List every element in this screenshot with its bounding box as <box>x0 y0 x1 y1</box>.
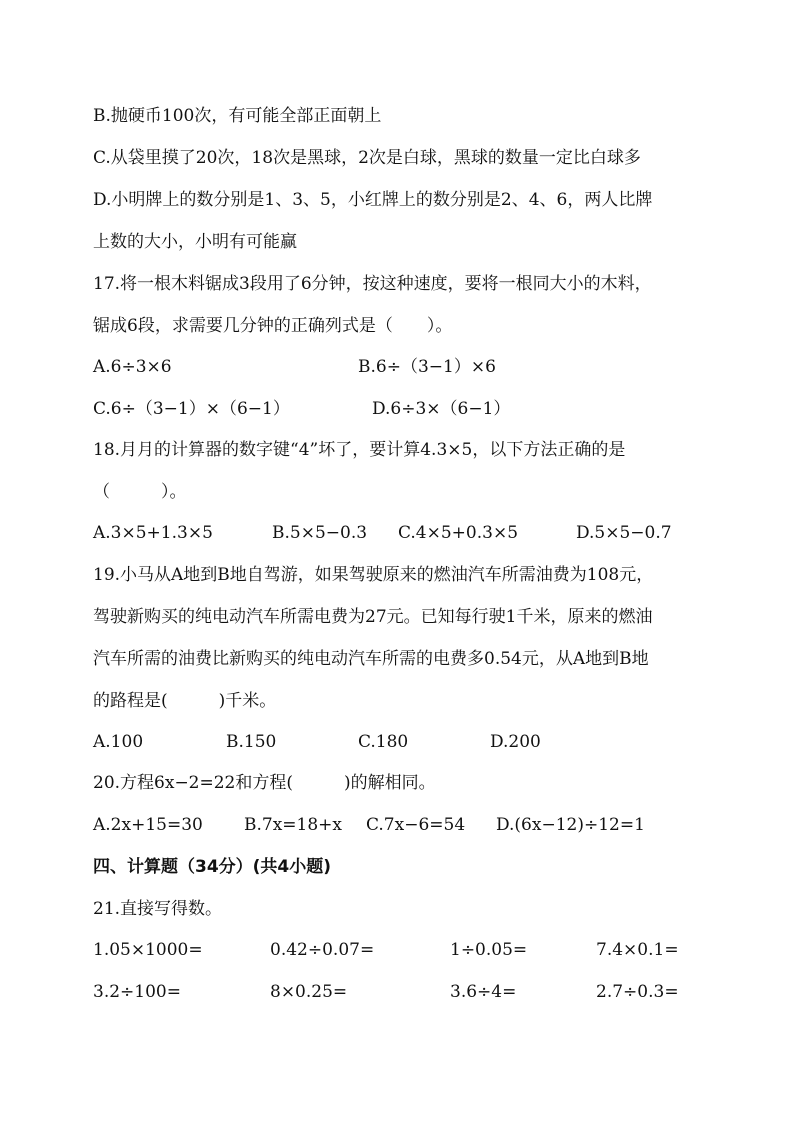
q19-stem-line2: 驾驶新购买的纯电动汽车所需电费为27元。已知每行驶1千米，原来的燃油 <box>93 607 653 627</box>
q16-option-d-line1: D.小明牌上的数分别是1、3、5，小红牌上的数分别是2、4、6，两人比牌 <box>93 190 653 210</box>
q19-stem-line1: 19.小马从A地到B地自驾游，如果驾驶原来的燃油汽车所需油费为108元， <box>93 565 654 585</box>
q19-option-b: B.150 <box>226 732 277 752</box>
q16-option-d-line2: 上数的大小，小明有可能赢 <box>93 232 297 252</box>
calc-item: 8×0.25= <box>270 982 348 1002</box>
q17-stem-line2: 锯成6段，求需要几分钟的正确列式是（ ）。 <box>93 316 453 336</box>
calc-item: 1÷0.05= <box>450 940 528 960</box>
q21-title: 21.直接写得数。 <box>93 899 223 919</box>
q17-stem-line1: 17.将一根木料锯成3段用了6分钟，按这种速度，要将一根同大小的木料， <box>93 274 652 294</box>
calc-item: 0.42÷0.07= <box>270 940 375 960</box>
q20-option-b: B.7x=18+x <box>244 815 343 835</box>
q20-stem: 20.方程6x−2=22和方程( )的解相同。 <box>93 773 436 793</box>
q16-option-b: B.抛硬币100次，有可能全部正面朝上 <box>93 106 382 126</box>
q18-option-b: B.5×5−0.3 <box>272 523 368 543</box>
q19-stem-line3: 汽车所需的油费比新购买的纯电动汽车所需的电费多0.54元，从A地到B地 <box>93 649 649 669</box>
q17-option-b: B.6÷（3−1）×6 <box>358 357 496 377</box>
q19-option-d: D.200 <box>490 732 541 752</box>
q20-option-c: C.7x−6=54 <box>366 815 466 835</box>
calc-item: 3.6÷4= <box>450 982 517 1002</box>
q20-option-a: A.2x+15=30 <box>93 815 203 835</box>
q20-option-d: D.(6x−12)÷12=1 <box>496 815 645 835</box>
q18-option-c: C.4×5+0.3×5 <box>398 523 519 543</box>
calc-item: 7.4×0.1= <box>596 940 679 960</box>
calc-item: 2.7÷0.3= <box>596 982 679 1002</box>
q18-option-d: D.5×5−0.7 <box>576 523 672 543</box>
q18-stem-line2: （ ）。 <box>93 482 187 502</box>
q17-option-d: D.6÷3×（6−1） <box>372 399 511 419</box>
calc-item: 3.2÷100= <box>93 982 181 1002</box>
section-heading: 四、计算题（34分）(共4小题) <box>93 857 332 877</box>
q19-option-a: A.100 <box>93 732 144 752</box>
q16-option-c: C.从袋里摸了20次，18次是黑球，2次是白球，黑球的数量一定比白球多 <box>93 148 641 168</box>
q17-option-c: C.6÷（3−1）×（6−1） <box>93 399 290 419</box>
q19-stem-line4: 的路程是( )千米。 <box>93 691 277 711</box>
q18-stem-line1: 18.月月的计算器的数字键“4”坏了，要计算4.3×5，以下方法正确的是 <box>93 440 626 460</box>
calc-item: 1.05×1000= <box>93 940 203 960</box>
q17-option-a: A.6÷3×6 <box>93 357 172 377</box>
q18-option-a: A.3×5+1.3×5 <box>93 523 213 543</box>
q19-option-c: C.180 <box>358 732 409 752</box>
